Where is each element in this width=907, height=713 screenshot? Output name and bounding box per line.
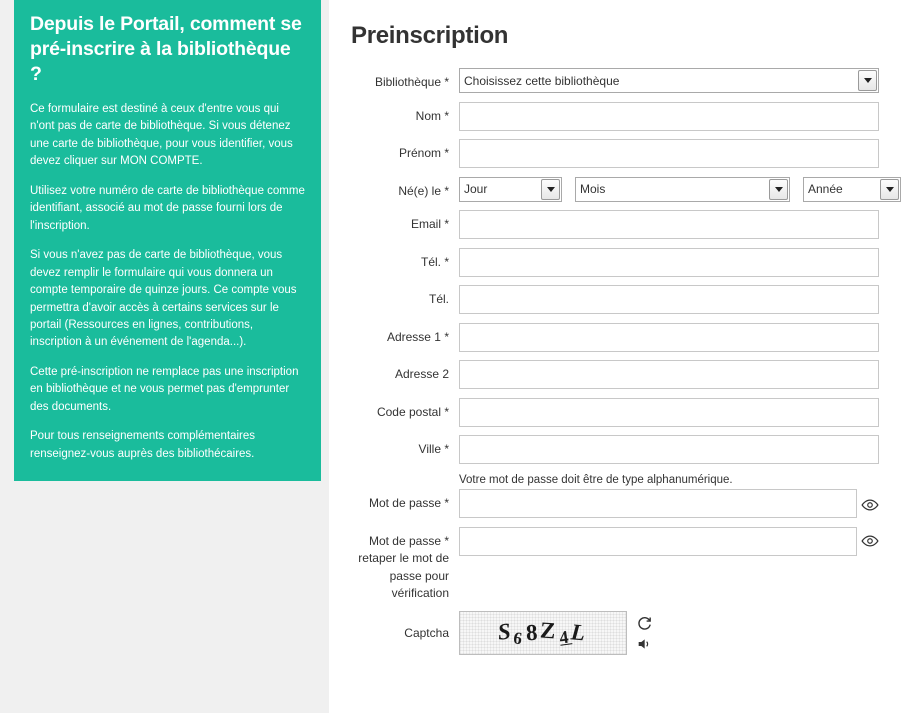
captcha-text <box>496 617 589 649</box>
captcha-char-6: L <box>569 619 589 646</box>
mois-select[interactable] <box>575 177 790 202</box>
field-row-mot-de-passe-confirm <box>351 527 879 603</box>
label-adresse2: Adresse 2 <box>394 367 449 381</box>
field-row-nom <box>351 102 879 131</box>
field-row-adresse2 <box>351 360 879 389</box>
audio-icon[interactable] <box>635 635 653 653</box>
bibliotheque-select-wrapper[interactable] <box>459 68 879 93</box>
refresh-icon[interactable] <box>635 613 653 631</box>
mot-de-passe-confirm-input[interactable] <box>459 527 857 556</box>
eye-icon[interactable] <box>861 496 879 514</box>
field-row-captcha <box>351 611 879 655</box>
captcha-char-4: Z <box>539 617 560 644</box>
label-bibliotheque: Bibliothèque * <box>374 75 449 89</box>
nom-input[interactable] <box>459 102 879 131</box>
ville-input[interactable] <box>459 435 879 464</box>
captcha-char-2: 6 <box>512 628 527 649</box>
jour-select-wrapper[interactable] <box>459 177 562 202</box>
annee-select[interactable] <box>803 177 901 202</box>
eye-icon[interactable] <box>861 532 879 550</box>
label-tel2: Tél. <box>428 292 449 306</box>
info-paragraph-3: Si vous n'avez pas de carte de bibliothèque, vous devez remplir le formulaire qui vous donnera un compte temporaire de quinze jours. Ce compte vous permettra d'avoir accès à certains services sur le portail (Ressources en lignes, contributions, inscription à un événement de l'agenda...). <box>30 249 297 349</box>
mois-select-wrapper[interactable] <box>575 177 790 202</box>
mot-de-passe-hint: Votre mot de passe doit être de type alphanumérique. <box>459 473 733 486</box>
annee-select-wrapper[interactable] <box>803 177 901 202</box>
label-captcha: Captcha <box>404 626 449 640</box>
adresse1-input[interactable] <box>459 323 879 352</box>
info-paragraph-5: Pour tous renseignements complémentaires renseignez-vous auprès des bibliothécaires. <box>30 430 256 460</box>
field-row-code-postal <box>351 398 879 427</box>
field-row-adresse1 <box>351 323 879 352</box>
field-row-naissance <box>351 177 879 202</box>
label-prenom: Prénom * <box>398 146 449 160</box>
label-nom: Nom * <box>415 108 449 123</box>
label-adresse1: Adresse 1 * <box>386 329 449 344</box>
captcha-char-3: 8 <box>525 619 541 646</box>
prenom-input[interactable] <box>459 139 879 168</box>
adresse2-input[interactable] <box>459 360 879 389</box>
mot-de-passe-input[interactable] <box>459 489 857 518</box>
tel2-input[interactable] <box>459 285 879 314</box>
label-mot-de-passe-confirm: Mot de passe * retaper le mot de passe pour vérification <box>358 533 449 601</box>
email-input[interactable] <box>459 210 879 239</box>
label-naissance: Né(e) le * <box>398 183 449 198</box>
captcha-actions <box>635 611 653 653</box>
bibliotheque-select[interactable] <box>459 68 879 93</box>
label-email: Email * <box>410 217 449 231</box>
label-mot-de-passe: Mot de passe * <box>368 495 449 510</box>
jour-select[interactable] <box>459 177 562 202</box>
captcha-char-5: 4 <box>557 626 573 648</box>
captcha-image <box>459 611 627 655</box>
code-postal-input[interactable] <box>459 398 879 427</box>
field-row-bibliotheque <box>351 68 879 93</box>
left-sidebar <box>0 0 329 713</box>
preinscription-form <box>329 0 907 713</box>
field-row-tel2 <box>351 285 879 314</box>
page-title: Preinscription <box>351 22 509 49</box>
label-tel1: Tél. * <box>420 254 449 269</box>
info-paragraph-1: Ce formulaire est destiné à ceux d'entre vous qui n'ont pas de carte de bibliothèque. Si vous détenez une carte de bibliothèque, pour vous identifier, vous devez cliquer sur MON COMPTE. <box>30 102 293 168</box>
info-paragraph-4: Cette pré-inscription ne remplace pas une inscription en bibliothèque et ne vous permet pas d'emprunter des documents. <box>30 365 299 413</box>
field-row-ville <box>351 435 879 464</box>
label-ville: Ville * <box>418 442 449 456</box>
label-code-postal: Code postal * <box>376 404 449 419</box>
field-row-email <box>351 210 879 239</box>
info-panel-title: Depuis le Portail, comment se pré-inscrire à la bibliothèque ? <box>30 13 302 85</box>
info-panel <box>14 0 321 481</box>
tel1-input[interactable] <box>459 248 879 277</box>
field-row-mot-de-passe <box>351 473 879 519</box>
captcha-char-1: S <box>496 618 516 645</box>
info-paragraph-2: Utilisez votre numéro de carte de bibliothèque comme identifiant, associé au mot de passe fourni lors de l'inscription. <box>30 184 305 232</box>
field-row-tel1 <box>351 248 879 277</box>
field-row-prenom <box>351 139 879 168</box>
